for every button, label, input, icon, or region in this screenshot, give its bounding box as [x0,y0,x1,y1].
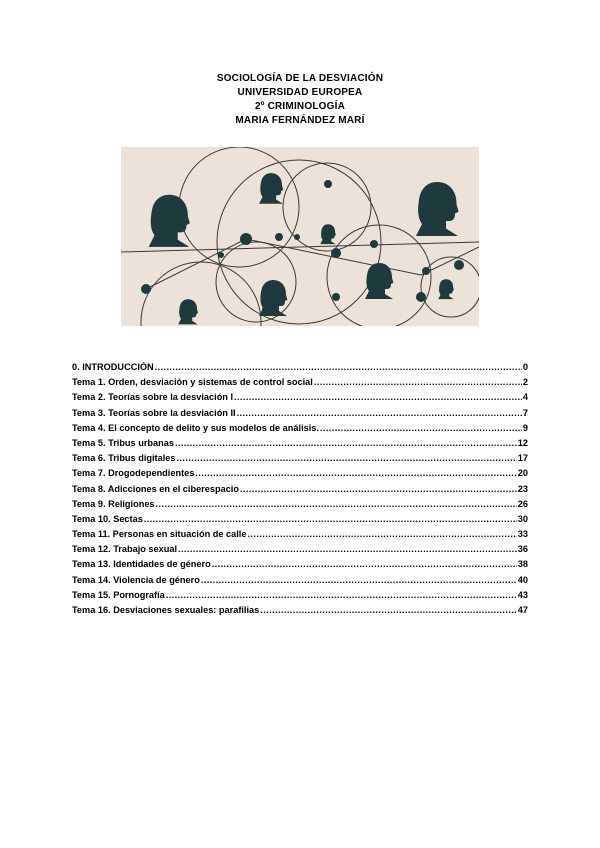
toc-dot-leader [144,514,517,524]
toc-dot-leader [155,362,522,372]
toc-dot-leader [212,559,517,569]
toc-dot-leader [175,438,517,448]
toc-entry-title: Tema 14. Violencia de género [72,574,200,585]
toc-dot-leader [178,544,517,554]
toc-entry-page: 17 [517,453,528,464]
toc-entry-title: Tema 11. Personas en situación de calle [72,529,247,540]
course-title: SOCIOLOGÍA DE LA DESVIACIÓN [216,73,384,84]
toc-entry-page: 4 [522,392,528,403]
toc-entry-title: Tema 8. Adicciones en el ciberespacio [72,483,239,494]
toc-entry-page: 47 [517,605,528,615]
toc-entry[interactable] [72,484,528,499]
toc-dot-leader [247,529,516,539]
toc-entry-page: 9 [522,422,528,433]
author-name: MARIA FERNÁNDEZ MARÍ [235,115,365,126]
toc-dot-leader [176,453,516,463]
toc-entry[interactable] [72,499,528,514]
toc-entry[interactable] [72,544,528,559]
toc-entry-page: 12 [517,437,528,448]
cover-illustration [121,147,479,326]
degree-year: 2º CRIMINOLOGÍA [255,101,345,112]
table-of-contents [72,362,528,620]
toc-entry-page: 7 [522,407,528,418]
toc-entry[interactable] [72,392,528,407]
toc-entry-title: Tema 13. Identidades de género [72,559,211,570]
toc-entry[interactable] [72,408,528,423]
toc-entry[interactable] [72,453,528,468]
toc-entry-page: 20 [517,468,528,479]
toc-entry[interactable] [72,529,528,544]
toc-entry[interactable] [72,605,528,620]
toc-dot-leader [201,575,517,585]
toc-entry[interactable] [72,362,528,377]
toc-dot-leader [320,423,522,433]
toc-entry-page: 0 [522,362,528,372]
toc-entry-page: 36 [517,544,528,555]
toc-entry-page: 33 [517,529,528,540]
toc-entry-title: Tema 2. Teorías sobre la desviación I [72,392,234,403]
toc-entry[interactable] [72,438,528,453]
toc-entry[interactable] [72,575,528,590]
toc-entry-title: Tema 10. Sectas [72,513,143,524]
toc-entry[interactable] [72,559,528,574]
toc-entry-page: 30 [517,513,528,524]
toc-entry-title: Tema 12. Trabajo sexual [72,544,178,555]
toc-entry-title: Tema 5. Tribus urbanas [72,437,174,448]
toc-entry[interactable] [72,468,528,483]
toc-entry-page: 26 [517,498,528,509]
toc-entry-page: 40 [517,574,528,585]
toc-entry-title: Tema 9. Religiones [72,498,155,509]
toc-dot-leader [314,377,522,387]
toc-dot-leader [237,408,522,418]
toc-entry-title: 0. INTRODUCCIÓN [72,362,154,372]
toc-dot-leader [260,605,517,615]
university-name: UNIVERSIDAD EUROPEA [237,87,363,98]
toc-entry-title: Tema 7. Drogodependientes [72,468,195,479]
toc-entry-title: Tema 16. Desviaciones sexuales: parafilias [72,605,260,615]
toc-dot-leader [234,392,522,402]
toc-dot-leader [195,468,516,478]
toc-dot-leader [240,484,517,494]
toc-entry-title: Tema 15. Pornografía [72,589,165,600]
toc-entry-page: 23 [517,483,528,494]
toc-dot-leader [166,590,517,600]
toc-entry[interactable] [72,377,528,392]
document-header [0,72,600,128]
toc-dot-leader [156,499,517,509]
toc-entry[interactable] [72,514,528,529]
toc-entry[interactable] [72,590,528,605]
toc-entry-page: 2 [522,377,528,388]
toc-entry-title: Tema 1. Orden, desviación y sistemas de control social [72,377,313,388]
toc-entry-page: 43 [517,589,528,600]
toc-entry-title: Tema 6. Tribus digitales [72,453,176,464]
toc-entry-title: Tema 3. Teorías sobre la desviación II [72,407,236,418]
toc-entry-title: Tema 4. El concepto de delito y sus modelos de análisis. [72,422,319,433]
toc-entry[interactable] [72,423,528,438]
toc-entry-page: 38 [517,559,528,570]
